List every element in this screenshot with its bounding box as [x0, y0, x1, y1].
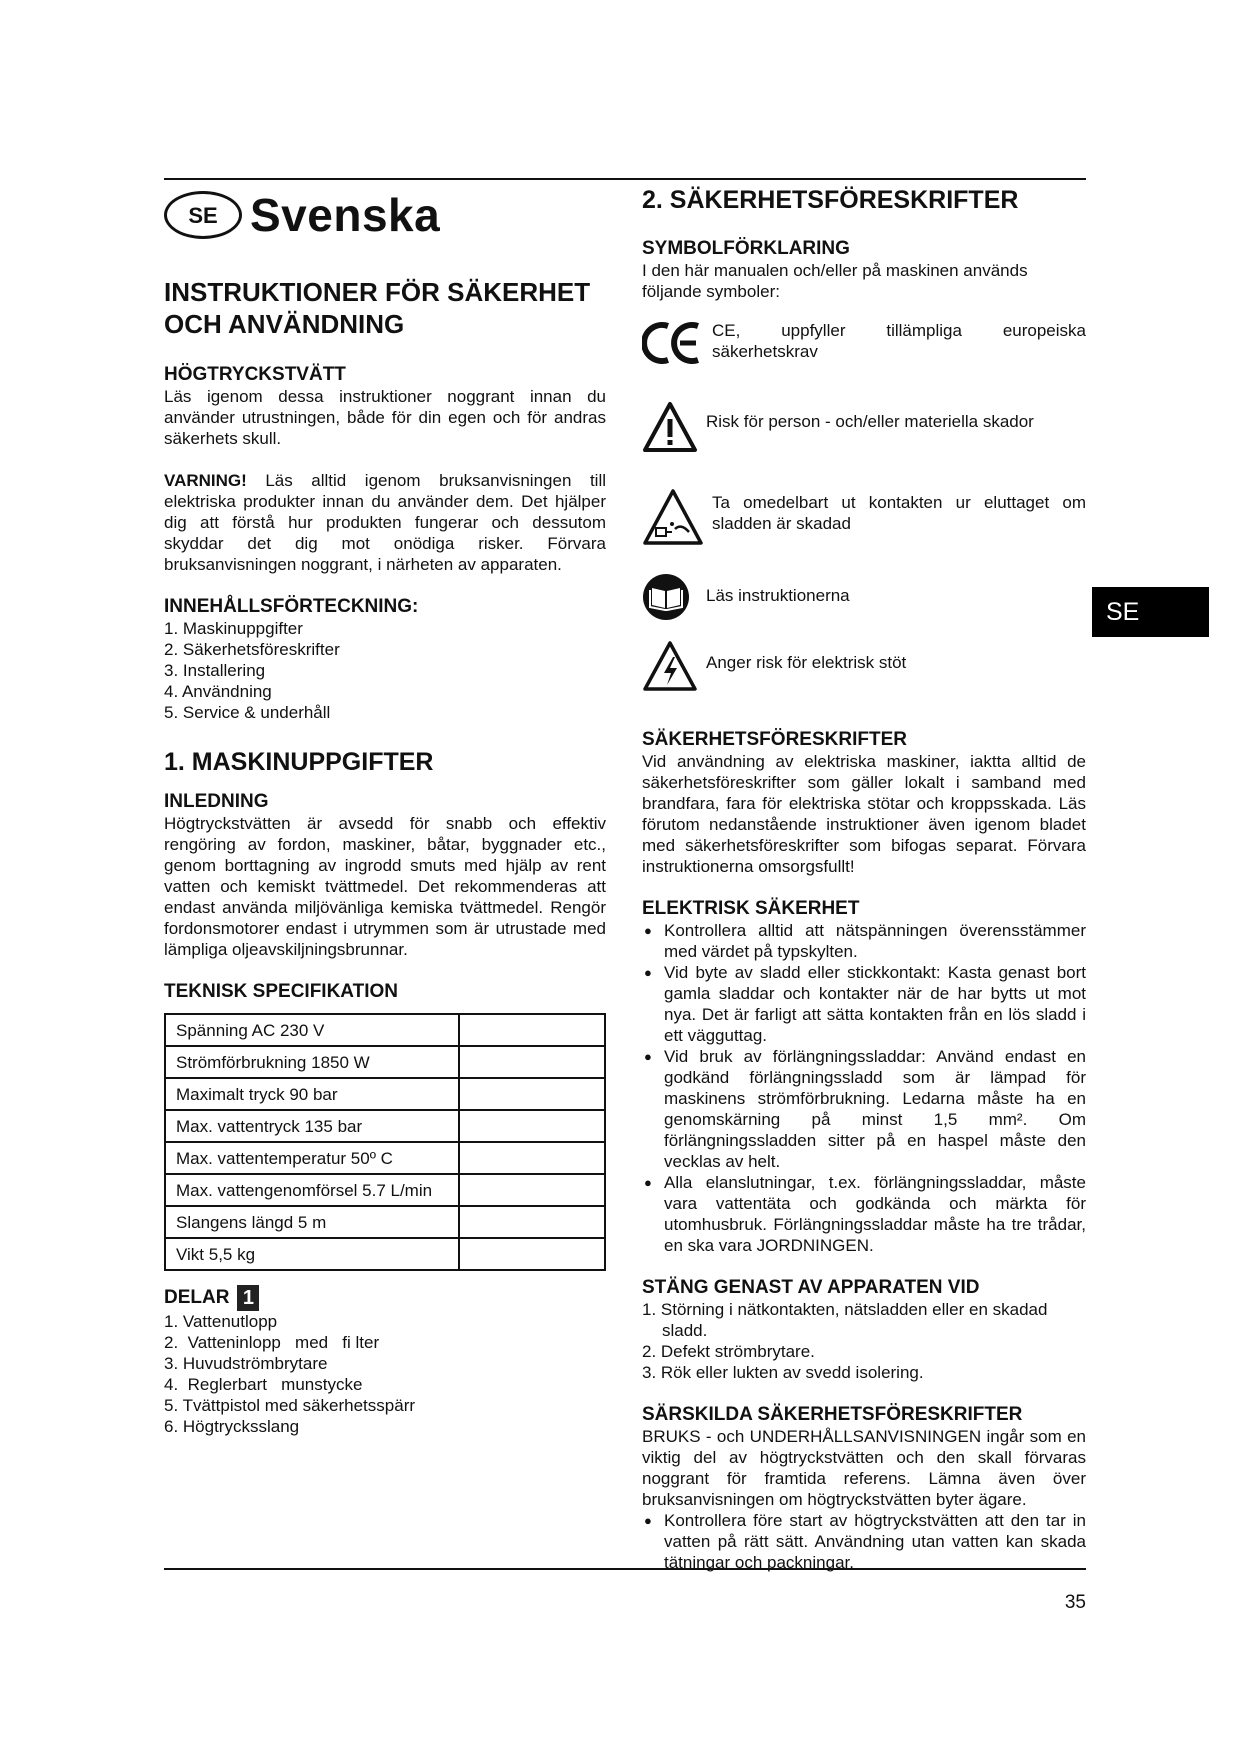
language-logo: [164, 186, 606, 244]
sarskilda-paragraph: BRUKS - och UNDERHÅLLSANVISNINGEN ingår som en viktig del av högtryckstvätten och den skall förvaras noggrant för framtida referens. Lämna även över bruksanvisningen om högtryckstvätten byter ägare.: [642, 1427, 1086, 1509]
unplug-warning-icon: [642, 488, 712, 551]
symbol-row-warning: [642, 401, 1086, 458]
list-item: ● Alla elanslutningar, t.ex. förlängningssladdar, måste vara vattentäta och godkända och märkta för utomhusbruk. Förlängningssladdar måste ha tre trådar, en ska vara JORDNINGEN.: [642, 1172, 1086, 1256]
table-row: [165, 1046, 605, 1078]
stang-title: STÄNG GENAST AV APPARATEN VID: [642, 1277, 980, 1298]
toc-item: 4. Användning: [164, 682, 272, 701]
symbol-text: Läs instruktionerna: [706, 586, 850, 605]
spec-cell: Spänning AC 230 V: [165, 1014, 459, 1046]
inledning-paragraph: Högtryckstvätten är avsedd för snabb och effektiv rengöring av fordon, maskiner, båtar, byggnader etc., genom borttagning av ingrodd smuts med hjälp av rent vatten och kemiskt tvättmedel. Det rekommenderas att endast använda miljövänliga kemiska tvättmedel. Rengör fordonsmotorer endast i utrymmen som är utrustade med lämpliga oljeavskiljningsbrunnar.: [164, 814, 606, 959]
spec-empty-cell: [459, 1078, 605, 1110]
list-item: 6. Högtrycksslang: [164, 1417, 300, 1436]
list-item: 5. Tvättpistol med säkerhetsspärr: [164, 1396, 416, 1415]
spec-empty-cell: [459, 1110, 605, 1142]
spec-title: TEKNISK SPECIFIKATION: [164, 981, 398, 1002]
language-code-badge: SE: [164, 191, 242, 239]
toc-item: 3. Installering: [164, 661, 266, 680]
spec-empty-cell: [459, 1014, 605, 1046]
table-row: [165, 1078, 605, 1110]
spec-cell: Vikt 5,5 kg: [165, 1238, 459, 1270]
section2-title: 2. SÄKERHETSFÖRESKRIFTER: [642, 186, 1019, 214]
page-number: 35: [1064, 1592, 1086, 1613]
delar-title: DELAR 1: [164, 1285, 606, 1311]
list-item: 3. Rök eller lukten av svedd isolering.: [642, 1363, 924, 1382]
table-row: [165, 1142, 605, 1174]
warning-paragraph: VARNING! Läs alltid igenom bruksanvisningen till elektriska produkter innan du använder dem. Det hjälper dig att förstå hur produkten fungerar och dessutom skyddar det dig mot onödiga risker. Förvara bruksanvisningen noggrant, i närheten av apparaten.: [164, 471, 606, 574]
spec-empty-cell: [459, 1238, 605, 1270]
product-subtitle: HÖGTRYCKSTVÄTT: [164, 364, 346, 385]
warning-triangle-icon: [642, 401, 706, 458]
symbol-row-unplug: [642, 488, 1086, 551]
list-item: ● Vid byte av sladd eller stickkontakt: Kasta genast bort gamla sladdar och kontakter när de har bytts ut mot nya. Det är farligt att sätta kontakten från en lös sladd i ett vägguttag.: [642, 962, 1086, 1046]
list-item: ● Kontrollera före start av högtryckstvätten att den tar in vatten på rätt sätt. Användning utan vatten kan skada tätningar och packningar.: [642, 1510, 1086, 1573]
symbol-text: CE, uppfyller tillämpliga europeiska säkerhetskrav: [712, 321, 1086, 361]
spec-cell: Max. vattentryck 135 bar: [165, 1110, 459, 1142]
spec-table: [164, 1013, 606, 1271]
symbol-intro: I den här manualen och/eller på maskinen används följande symboler:: [642, 261, 1028, 301]
symbol-row-manual: [642, 573, 1086, 626]
language-name: Svenska: [250, 188, 441, 241]
warning-label: VARNING!: [164, 471, 247, 490]
list-item: ● Vid bruk av förlängningssladdar: Använd endast en godkänd förlängningssladd som är lämpad för maskinens strömförbrukning. Ledarna måste ha en genomskärning på minst 1,5 mm². Om förlängningssladden sitter på en haspel måste den vecklas av helt.: [642, 1046, 1086, 1172]
list-item: 4. Reglerbart munstycke: [164, 1375, 363, 1394]
stang-list: [642, 1299, 1086, 1383]
main-title: INSTRUKTIONER FÖR SÄKERHET OCH ANVÄNDNING: [164, 277, 591, 339]
electric-shock-icon: [642, 640, 706, 697]
electric-list: [642, 920, 1086, 1256]
sarskilda-title: SÄRSKILDA SÄKERHETSFÖRESKRIFTER: [642, 1404, 1023, 1425]
spec-cell: Max. vattentemperatur 50º C: [165, 1142, 459, 1174]
toc-item: 1. Maskinuppgifter: [164, 619, 303, 638]
table-row: [165, 1206, 605, 1238]
toc-item: 2. Säkerhetsföreskrifter: [164, 640, 340, 659]
left-column: [164, 180, 606, 1437]
list-item: 1. Vattenutlopp: [164, 1312, 278, 1331]
spec-cell: Max. vattengenomförsel 5.7 L/min: [165, 1174, 459, 1206]
spec-empty-cell: [459, 1046, 605, 1078]
list-item: ● Kontrollera alltid att nätspänningen överensstämmer med värdet på typskylten.: [642, 920, 1086, 962]
inledning-title: INLEDNING: [164, 791, 269, 812]
table-row: [165, 1238, 605, 1270]
list-item: 1. Störning i nätkontakten, nätsladden eller en skadad sladd.: [642, 1300, 1048, 1340]
symbol-title: SYMBOLFÖRKLARING: [642, 238, 850, 259]
table-row: [165, 1174, 605, 1206]
electric-title: ELEKTRISK SÄKERHET: [642, 898, 860, 919]
toc-list: [164, 618, 606, 723]
list-item: 2. Vatteninlopp med fi lter: [164, 1333, 380, 1352]
spec-cell: Strömförbrukning 1850 W: [165, 1046, 459, 1078]
safety-paragraph: Vid användning av elektriska maskiner, iaktta alltid de säkerhetsföreskrifter som gäller lokalt i samband med brandfara, fara för elektriska stötar och kroppsskada. Läs förutom nedanstående instruktioner även igenom bladet med säkerhetsföreskrifter som bifogas separat. Förvara instruktionerna omsorgsfullt!: [642, 752, 1086, 876]
symbol-text: Anger risk för elektrisk stöt: [706, 653, 907, 672]
spec-cell: Slangens längd 5 m: [165, 1206, 459, 1238]
safety-title: SÄKERHETSFÖRESKRIFTER: [642, 729, 907, 750]
list-item: 3. Huvudströmbrytare: [164, 1354, 328, 1373]
language-side-tab: SE: [1092, 587, 1209, 637]
toc-title: INNEHÅLLSFÖRTECKNING:: [164, 596, 419, 617]
symbol-text: Risk för person - och/eller materiella skador: [706, 412, 1034, 431]
spec-empty-cell: [459, 1174, 605, 1206]
symbol-text: Ta omedelbart ut kontakten ur eluttaget om sladden är skadad: [712, 493, 1086, 533]
spec-empty-cell: [459, 1206, 605, 1238]
delar-list: [164, 1311, 606, 1437]
section1-title: 1. MASKINUPPGIFTER: [164, 748, 434, 776]
table-row: [165, 1110, 605, 1142]
figure-ref-badge: 1: [237, 1285, 259, 1311]
table-row: [165, 1014, 605, 1046]
sarskilda-list: [642, 1510, 1086, 1573]
symbol-row-ce: [642, 320, 1086, 371]
toc-item: 5. Service & underhåll: [164, 703, 331, 722]
read-manual-icon: [642, 573, 706, 626]
spec-cell: Maximalt tryck 90 bar: [165, 1078, 459, 1110]
intro-paragraph: Läs igenom dessa instruktioner noggrant innan du använder utrustningen, både för din egen och för andras säkerhets skull.: [164, 387, 606, 448]
right-column: [642, 180, 1086, 1573]
list-item: 2. Defekt strömbrytare.: [642, 1342, 815, 1361]
spec-empty-cell: [459, 1142, 605, 1174]
symbol-row-electric: [642, 640, 1086, 697]
ce-mark-icon: [642, 320, 712, 371]
